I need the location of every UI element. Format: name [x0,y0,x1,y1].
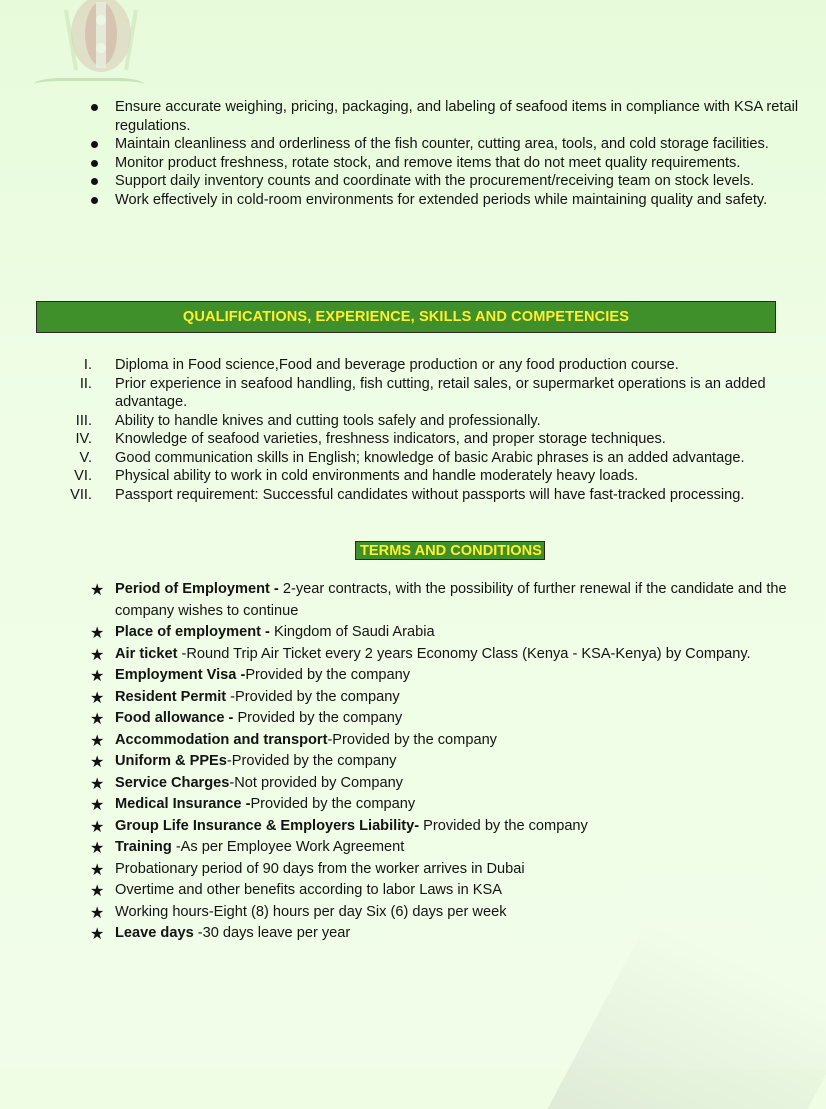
list-item: V. Good communication skills in English; knowledge of basic Arabic phrases is an added advantage. [40,449,820,468]
terms-heading: TERMS AND CONDITIONS [355,541,545,560]
star-icon: ★ [90,838,105,857]
list-item: VI. Physical ability to work in cold environments and handle moderately heavy loads. [40,467,820,486]
item-number: II. [79,375,92,392]
duties-list [88,98,813,209]
list-item: IV. Knowledge of seafood varieties, freshness indicators, and proper storage techniques. [40,430,820,449]
list-item: ★ Uniform & PPEs-Provided by the company [90,752,397,771]
star-icon: ★ [90,580,105,599]
list-item: ★ Food allowance - Provided by the company [90,709,403,728]
list-item: III. Ability to handle knives and cutting tools safely and professionally. [40,412,820,431]
list-item: ★ Period of Employment - 2-year contracts, with the possibility of further renewal if the candidate and the company wishes to continue [90,580,787,619]
list-item: ★ Resident Permit -Provided by the company [90,687,400,707]
item-number: I. [83,357,92,373]
star-icon: ★ [90,687,105,707]
star-icon: ★ [90,881,105,900]
star-icon: ★ [90,902,105,922]
list-item: ★ Probationary period of 90 days from the worker arrives in Dubai [90,859,525,879]
item-number: VII. [70,486,92,503]
watermark-ribbon [34,78,144,91]
list-item: ★ Employment Visa -Provided by the company [90,666,410,685]
star-icon: ★ [90,859,105,879]
list-item: II. Prior experience in seafood handling, fish cutting, retail sales, or supermarket operations is an added advantage. [40,375,820,412]
item-number: VI. [74,468,92,484]
list-item: Support daily inventory counts and coordinate with the procurement/receiving team on stock levels. [88,172,813,191]
terms-list [90,579,790,945]
list-item: ★ Accommodation and transport-Provided by the company [90,730,497,750]
list-item: ★ Group Life Insurance & Employers Liability- Provided by the company [90,816,588,836]
bullet-icon [91,160,98,167]
bullet-icon [91,141,98,148]
list-item: I. Diploma in Food science,Food and beverage production or any food production course. [40,356,820,375]
list-item: ★ Place of employment - Kingdom of Saudi Arabia [90,623,435,642]
list-item: VII. Passport requirement: Successful candidates without passports will have fast-tracked processing. [40,486,820,505]
star-icon: ★ [90,816,105,836]
star-icon: ★ [90,773,105,793]
list-item: ★ Medical Insurance -Provided by the company [90,795,416,814]
star-icon: ★ [90,730,105,750]
star-icon: ★ [90,644,105,664]
list-item: Ensure accurate weighing, pricing, packaging, and labeling of seafood items in compliance with KSA retail regulations. [88,98,813,135]
star-icon: ★ [90,709,105,728]
qualifications-heading-bar [36,301,776,333]
list-item: ★ Working hours-Eight (8) hours per day Six (6) days per week [90,902,507,922]
list-item: ★ Air ticket -Round Trip Air Ticket every 2 years Economy Class (Kenya - KSA-Kenya) by Company. [90,644,751,664]
list-item: Maintain cleanliness and orderliness of the fish counter, cutting area, tools, and cold storage facilities. [88,135,813,154]
star-icon: ★ [90,795,105,814]
list-item: ★ Overtime and other benefits according to labor Laws in KSA [90,881,502,900]
star-icon: ★ [90,752,105,771]
bullet-icon [91,197,98,204]
list-item: ★ Service Charges-Not provided by Company [90,773,403,793]
item-number: IV. [75,431,92,447]
qualifications-list [40,356,820,504]
star-icon: ★ [90,666,105,685]
bullet-icon [91,104,98,111]
item-number: III. [75,412,92,429]
list-item: ★ Leave days -30 days leave per year [90,924,351,943]
list-item: Work effectively in cold-room environments for extended periods while maintaining quality and safety. [88,191,813,210]
list-item: Monitor product freshness, rotate stock, and remove items that do not meet quality requirements. [88,154,813,173]
qualifications-heading: QUALIFICATIONS, EXPERIENCE, SKILLS AND COMPETENCIES [182,309,630,325]
star-icon: ★ [90,623,105,642]
bullet-icon [91,178,98,185]
item-number: V. [79,449,92,466]
star-icon: ★ [90,924,105,943]
list-item: ★ Training -As per Employee Work Agreement [90,838,405,857]
